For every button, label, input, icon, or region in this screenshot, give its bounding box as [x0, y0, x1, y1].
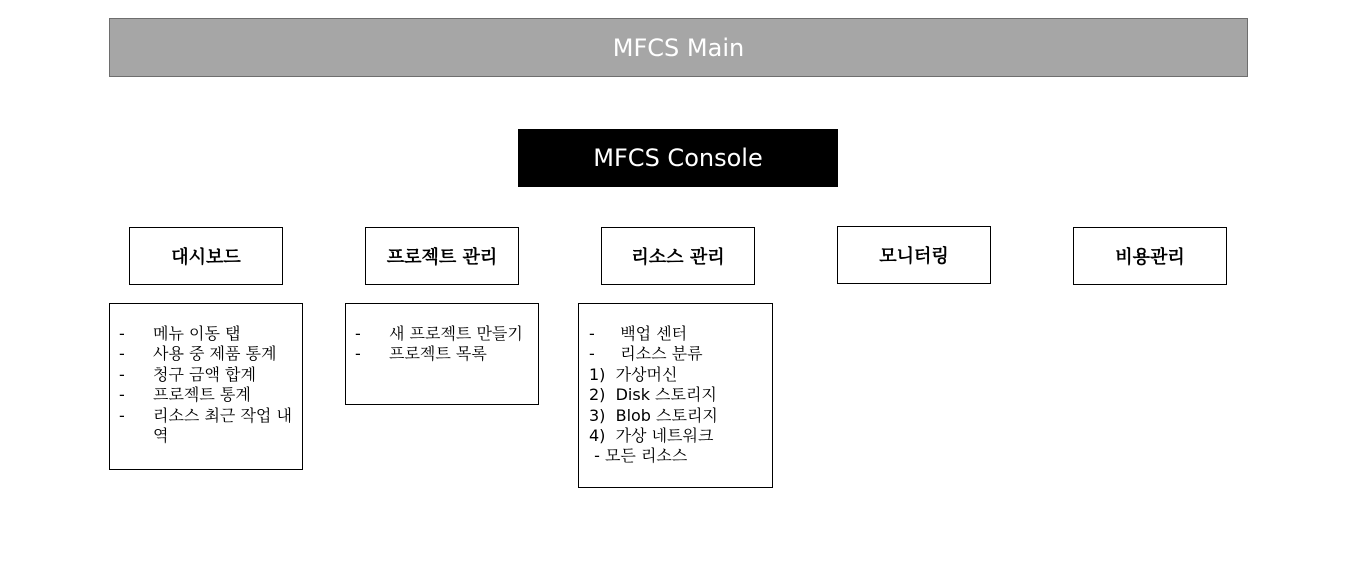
list-item-text: 사용 중 제품 통계: [153, 344, 277, 364]
list-item: [119, 385, 296, 405]
list-item-text: 리소스 최근 작업 내역: [153, 405, 292, 446]
list-item: [355, 324, 532, 344]
list-item-text: 청구 금액 합계: [153, 364, 256, 384]
list-marker: -: [355, 324, 361, 343]
console-title: MFCS Console: [593, 144, 763, 172]
list-marker: -: [119, 344, 125, 364]
list-marker: -: [119, 324, 125, 343]
menu-label-project-management: 프로젝트 관리: [386, 247, 498, 268]
list-item: 4) 가상 네트워크: [589, 426, 714, 446]
menu-label-resource-management: 리소스 관리: [631, 247, 725, 268]
list-item-text: 메뉴 이동 탭: [153, 324, 241, 343]
menu-box-resource-management: [601, 227, 755, 285]
dashboard-detail-box: [109, 303, 303, 470]
list-item: 1) 가상머신: [589, 364, 678, 384]
list-item: - 리소스 분류: [589, 344, 703, 364]
list-marker: -: [119, 405, 125, 425]
list-item-text: 프로젝트 통계: [153, 385, 251, 405]
menu-label-dashboard: 대시보드: [171, 247, 241, 268]
menu-label-cost-management: 비용관리: [1115, 247, 1185, 268]
menu-box-monitoring: [837, 226, 991, 284]
main-title: MFCS Main: [612, 33, 745, 62]
console-title-box: [518, 129, 838, 187]
menu-box-cost-management: [1073, 227, 1227, 285]
list-item: - 백업 센터: [589, 324, 688, 343]
list-item: [119, 344, 296, 364]
list-item: [119, 365, 296, 385]
list-item: [119, 406, 296, 447]
list-marker: -: [119, 385, 125, 405]
list-item-text: 프로젝트 목록: [389, 344, 487, 364]
project-detail-box: [345, 303, 539, 405]
main-title-bar: [109, 18, 1248, 77]
list-marker: -: [355, 344, 361, 364]
menu-box-project-management: [365, 227, 519, 285]
list-marker: -: [119, 364, 125, 384]
list-item-text: 새 프로젝트 만들기: [389, 324, 523, 343]
resource-detail-box: [578, 303, 773, 488]
list-item: [355, 344, 532, 364]
list-item: 2) Disk 스토리지: [589, 385, 717, 405]
list-item: - 모든 리소스: [589, 446, 688, 466]
list-item: 3) Blob 스토리지: [589, 405, 718, 425]
menu-box-dashboard: [129, 227, 283, 285]
menu-label-monitoring: 모니터링: [879, 246, 949, 267]
list-item: [119, 324, 296, 344]
